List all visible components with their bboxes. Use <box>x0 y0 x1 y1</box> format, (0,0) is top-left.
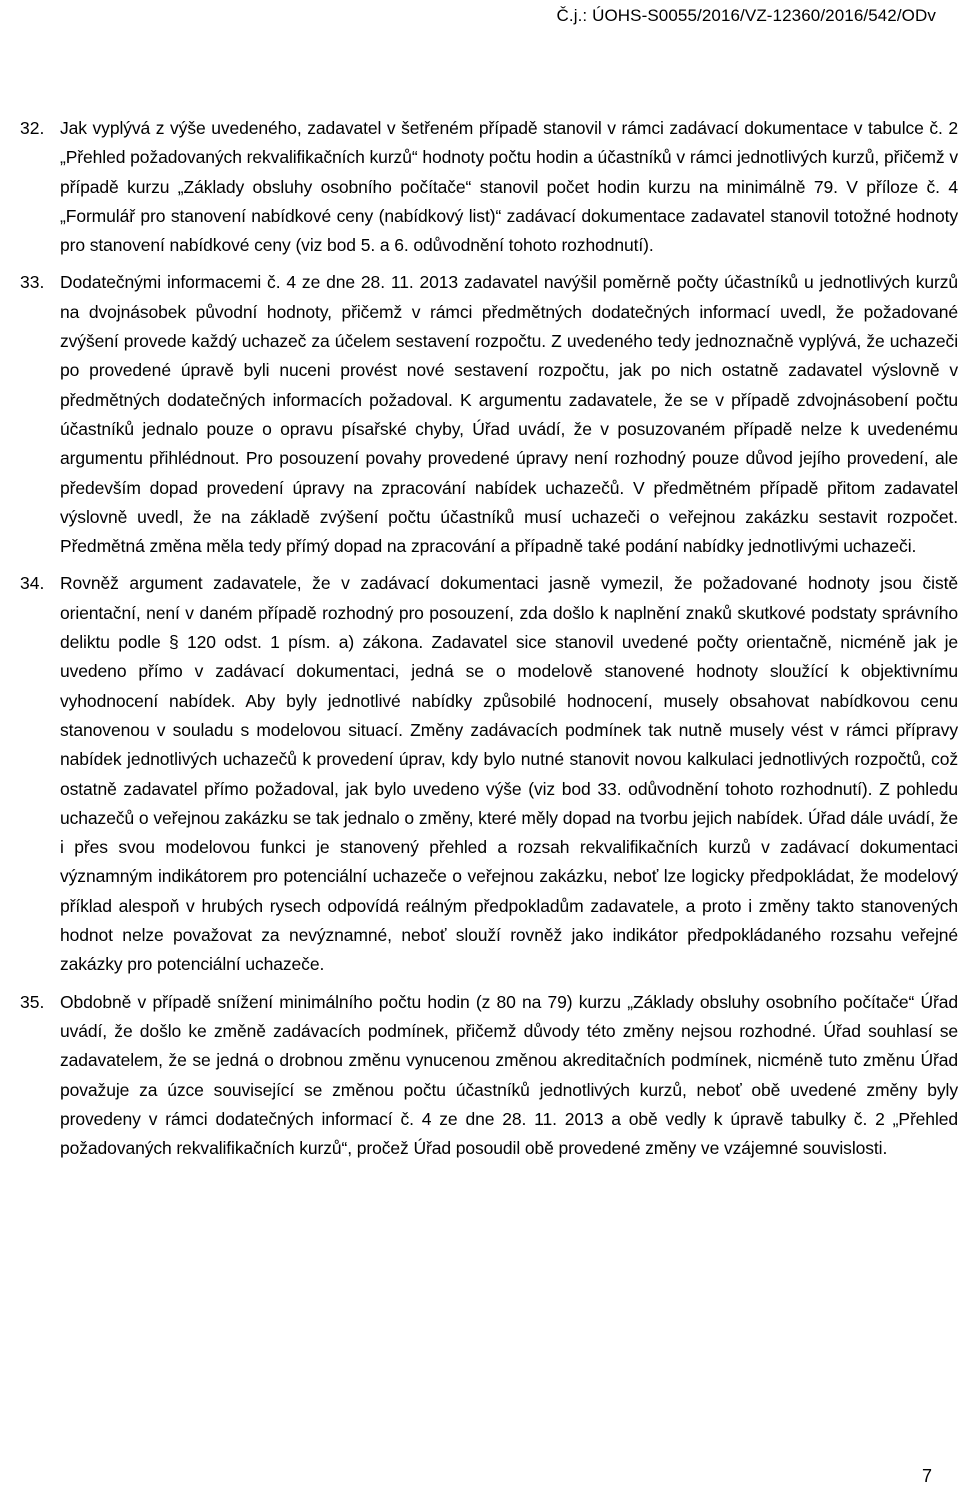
paragraph-number: 34. <box>20 573 45 594</box>
paragraph-text: Dodatečnými informacemi č. 4 ze dne 28. 11. 2013 zadavatel navýšil poměrně počty účastníků u jednotlivých kurzů na dvojnásobek původní hodnoty, přičemž v rámci předmětných dodatečných informací uvedl, že požadované zvýšení provede každý uchazeč za účelem sestavení rozpočtu. Z uvedeného tedy jednoznačně vyplývá, že uchazeči po provedené úpravě byli nuceni provést nové sestavení rozpočtu, jak po nich ostatně zadavatel výslovně v předmětných dodatečných informacích požadoval. K argumentu zadavatele, že se v případě zdvojnásobení počtu účastníků jednalo pouze o opravu písařské chyby, Úřad uvádí, že v posuzovaném případě nelze k uvedenému argumentu přihlédnout. Pro posouzení povahy provedené úpravy není rozhodný pouze důvod jejího provedení, ale především dopad provedení úpravy na zpracování nabídek uchazečů. V předmětném případě přitom zadavatel výslovně uvedl, že na základě zvýšení počtu účastníků musí uchazeči o veřejnou zakázku sestavit rozpočet. Předmětná změna měla tedy přímý dopad na zpracování a případně také podání nabídky jednotlivými uchazeči. <box>60 272 958 557</box>
document-body <box>20 114 958 1171</box>
paragraph-text: Obdobně v případě snížení minimálního počtu hodin (z 80 na 79) kurzu „Základy obsluhy osobního počítače“ Úřad uvádí, že došlo ke změně zadávacích podmínek, přičemž důvody této změny nejsou rozhodné. Úřad souhlasí se zadavatelem, že se jedná o drobnou změnu vynucenou změnou akreditačních podmínek, nicméně tuto změnu Úřad považuje za úzce související se změnou počtu účastníků jednotlivých kurzů, neboť obě uvedené změny byly provedeny v rámci dodatečných informací č. 4 ze dne 28. 11. 2013 a obě vedly k úpravě tabulky č. 2 „Přehled požadovaných rekvalifikačních kurzů“, pročež Úřad posoudil obě provedené změny ve vzájemné souvislosti. <box>60 991 958 1159</box>
page-number: 7 <box>921 1466 932 1486</box>
document-reference: Č.j.: ÚOHS-S0055/2016/VZ-12360/2016/542/ODv <box>556 6 936 25</box>
paragraph-text: Jak vyplývá z výše uvedeného, zadavatel v šetřeném případě stanovil v rámci zadávací dokumentace v tabulce č. 2 „Přehled požadovaných rekvalifikačních kurzů“ hodnoty počtu hodin a účastníků v rámci jednotlivých kurzů, přičemž v případě kurzu „Základy obsluhy osobního počítače“ stanovil počet hodin kurzu na minimálně 79. V příloze č. 4 „Formulář pro stanovení nabídkové ceny (nabídkový list)“ zadávací dokumentace zadavatel stanovil totožné hodnoty pro stanovení nabídkové ceny (viz bod 5. a 6. odůvodnění tohoto rozhodnutí). <box>60 118 958 256</box>
paragraph-number: 35. <box>20 991 45 1012</box>
paragraph-34 <box>20 569 958 979</box>
paragraph-32 <box>20 114 958 260</box>
paragraph-text: Rovněž argument zadavatele, že v zadávací dokumentaci jasně vymezil, že požadované hodnoty jsou čistě orientační, není v daném případě rozhodný pro posouzení, zda došlo k naplnění znaků skutkové podstaty správního deliktu podle § 120 odst. 1 písm. a) zákona. Zadavatel sice stanovil uvedené počty orientačně, nicméně jak je uvedeno přímo v zadávací dokumentaci, jedná se o modelově stanovené hodnoty sloužící k objektivnímu vyhodnocení nabídek. Aby byly jednotlivé nabídky způsobilé hodnocení, musely obsahovat nabídkovou cenu stanovenou v souladu s modelovou situací. Změny zadávacích podmínek tak nutně musely vést v rámci přípravy nabídek jednotlivých uchazečů k provedení úprav, kdy bylo nutné stanovit novou kalkulaci jednotlivých rozpočtů, což ostatně zadavatel přímo požadoval, jak bylo uvedeno výše (viz bod 33. odůvodnění tohoto rozhodnutí). Z pohledu uchazečů o veřejnou zakázku se tak jednalo o změny, které měly dopad na tvorbu jejich nabídek. Úřad dále uvádí, že i přes svou modelovou funkci je stanovený přehled a rozsah rekvalifikačních kurzů v zadávací dokumentaci významným indikátorem pro potenciální uchazeče o veřejnou zakázku, neboť lze logicky předpokládat, že modelový příklad alespoň v hrubých rysech odpovídá reálným předpokladům zadavatele, a proto i změny takto stanovených hodnot nelze považovat za nevýznamné, neboť slouží rovněž jako indikátor předpokládaného rozsahu veřejné zakázky pro potenciální uchazeče. <box>60 573 958 975</box>
paragraph-33 <box>20 268 958 561</box>
paragraph-35 <box>20 988 958 1164</box>
paragraph-number: 33. <box>20 272 45 293</box>
paragraph-number: 32. <box>20 118 45 138</box>
